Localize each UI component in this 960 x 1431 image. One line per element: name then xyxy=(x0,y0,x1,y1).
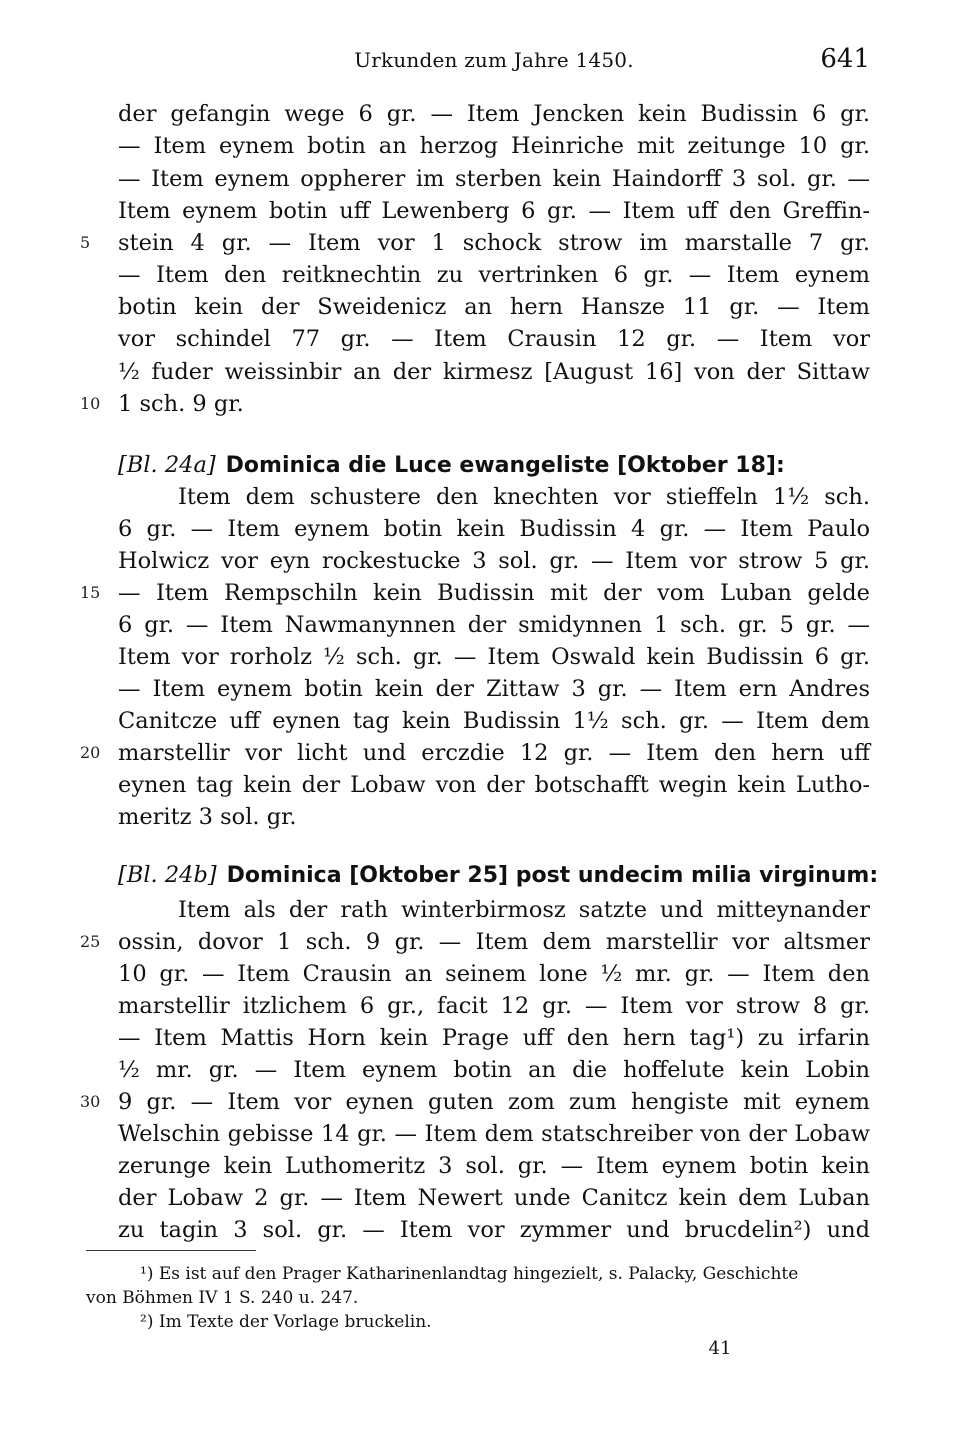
text-line: eynen tag kein der Lobaw von der botschafft wegin kein Lutho- xyxy=(118,772,870,798)
text-line: meritz 3 sol. gr. xyxy=(118,804,297,830)
text-line: der Lobaw 2 gr. — Item Newert unde Canitcz kein dem Luban xyxy=(118,1185,870,1211)
text-line: 10 gr. — Item Crausin an seinem lone ½ mr. gr. — Item den xyxy=(118,961,870,987)
text-line: — Item Rempschiln kein Budissin mit der vom Luban gelde xyxy=(118,580,870,606)
folio-reference: [Bl. 24a] xyxy=(118,452,216,478)
text-line: Item vor rorholz ½ sch. gr. — Item Oswald kein Budissin 6 gr. xyxy=(118,644,870,670)
text-line: Item als der rath winterbirmosz satzte und mitteynander xyxy=(178,897,870,923)
heading-text: Dominica die Luce ewangeliste [Oktober 18]: xyxy=(225,453,785,478)
text-line: 6 gr. — Item eynem botin kein Budissin 4 gr. — Item Paulo xyxy=(118,516,870,542)
footnote-1: ¹) Es ist auf den Prager Katharinenlandtag hingezielt, s. Palacky, Geschichte xyxy=(140,1264,799,1284)
line-number: 25 xyxy=(80,932,101,951)
text-line: ½ mr. gr. — Item eynem botin an die hoffelute kein Lobin xyxy=(118,1057,870,1083)
folio-reference: [Bl. 24b] xyxy=(118,862,217,888)
text-line: ossin, dovor 1 sch. 9 gr. — Item dem marstellir vor altsmer xyxy=(118,929,870,955)
text-line: Item dem schustere den knechten vor stieffeln 1½ sch. xyxy=(178,484,870,510)
section-heading xyxy=(118,447,870,483)
text-line: 1 sch. 9 gr. xyxy=(118,391,244,417)
page-number: 641 xyxy=(820,44,870,74)
line-number: 10 xyxy=(80,394,101,413)
footnote-2: ²) Im Texte der Vorlage bruckelin. xyxy=(140,1312,432,1332)
section-heading xyxy=(118,857,879,893)
running-title: Urkunden zum Jahre 1450. xyxy=(354,48,634,72)
text-line: 9 gr. — Item vor eynen guten zom zum hengiste mit eynem xyxy=(118,1089,870,1115)
text-line: — Item Mattis Horn kein Prage uff den hern tag¹) zu irfarin xyxy=(118,1025,870,1051)
text-line: marstellir vor licht und erczdie 12 gr. — Item den hern uff xyxy=(118,740,870,766)
footnote-1-continuation: von Böhmen IV 1 S. 240 u. 247. xyxy=(86,1288,359,1308)
text-line: zu tagin 3 sol. gr. — Item vor zymmer und brucdelin²) und xyxy=(118,1217,870,1243)
text-line: ½ fuder weissinbir an der kirmesz [August 16] von der Sittaw xyxy=(118,359,870,385)
text-line: — Item eynem botin an herzog Heinriche mit zeitunge 10 gr. xyxy=(118,133,870,159)
signature-mark: 41 xyxy=(708,1338,732,1359)
text-line: 6 gr. — Item Nawmanynnen der smidynnen 1 sch. gr. 5 gr. — xyxy=(118,612,870,638)
text-line: zerunge kein Luthomeritz 3 sol. gr. — Item eynem botin kein xyxy=(118,1153,870,1179)
text-line: — Item den reitknechtin zu vertrinken 6 gr. — Item eynem xyxy=(118,262,870,288)
line-number: 15 xyxy=(80,583,101,602)
line-number: 20 xyxy=(80,743,101,762)
text-line: — Item eynem oppherer im sterben kein Haindorff 3 sol. gr. — xyxy=(118,166,870,192)
heading-text: Dominica [Oktober 25] post undecim milia virginum: xyxy=(226,863,879,888)
text-line: Welschin gebisse 14 gr. — Item dem statschreiber von der Lobaw xyxy=(118,1121,870,1147)
text-line: Holwicz vor eyn rockestucke 3 sol. gr. — Item vor strow 5 gr. xyxy=(118,548,870,574)
running-head xyxy=(118,44,870,84)
footnote-rule xyxy=(86,1250,256,1251)
text-line: stein 4 gr. — Item vor 1 schock strow im marstalle 7 gr. xyxy=(118,230,870,256)
text-line: der gefangin wege 6 gr. — Item Jencken kein Budissin 6 gr. xyxy=(118,101,870,127)
text-line: marstellir itzlichem 6 gr., facit 12 gr. — Item vor strow 8 gr. xyxy=(118,993,870,1019)
text-line: Canitcze uff eynen tag kein Budissin 1½ sch. gr. — Item dem xyxy=(118,708,870,734)
text-line: Item eynem botin uff Lewenberg 6 gr. — Item uff den Greffin- xyxy=(118,198,870,224)
line-number: 30 xyxy=(80,1092,101,1111)
text-line: vor schindel 77 gr. — Item Crausin 12 gr. — Item vor xyxy=(118,326,870,352)
text-line: botin kein der Sweidenicz an hern Hansze 11 gr. — Item xyxy=(118,294,870,320)
text-line: — Item eynem botin kein der Zittaw 3 gr. — Item ern Andres xyxy=(118,676,870,702)
line-number: 5 xyxy=(80,233,91,252)
